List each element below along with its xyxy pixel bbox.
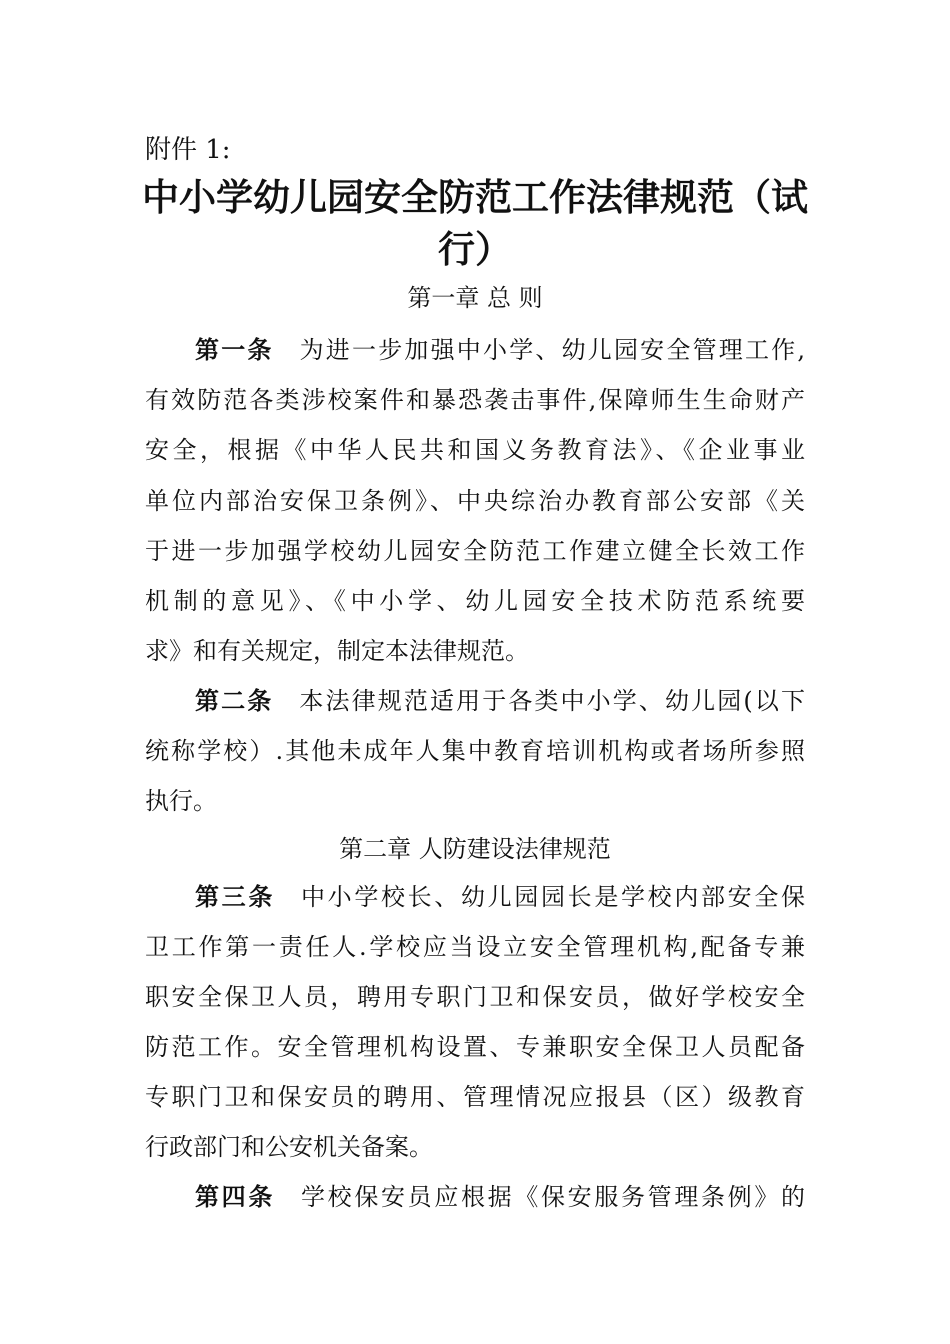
article-3-line: 专职门卫和保安员的聘用、管理情况应报县（区）级教育 <box>145 1083 805 1111</box>
article-3-line: 职安全保卫人员，聘用专职门卫和保安员，做好学校安全 <box>145 983 805 1011</box>
article-2-line: 执行。 <box>145 787 217 815</box>
article-1-first-line <box>195 330 805 370</box>
article-2-first-line <box>195 681 805 721</box>
document-title-line-1: 中小学幼儿园安全防范工作法律规范（试 <box>142 175 808 219</box>
article-1-line: 于进一步加强学校幼儿园安全防范工作建立健全长效工作 <box>145 537 805 565</box>
article-2-label: 第二条 <box>195 687 274 715</box>
attachment-label: 附件 1: <box>145 135 231 165</box>
article-1-line: 求》和有关规定，制定本法律规范。 <box>145 637 529 665</box>
article-1-label: 第一条 <box>195 336 274 364</box>
article-3-first-line <box>195 877 805 917</box>
article-1-line: 安全，根据《中华人民共和国义务教育法》、《企业事业 <box>145 436 805 464</box>
article-4-label: 第四条 <box>195 1183 275 1211</box>
article-3-line: 防范工作。安全管理机构设置、专兼职安全保卫人员配备 <box>145 1033 805 1061</box>
article-3-line: 中小学校长、幼儿园园长是学校内部安全保 <box>301 883 805 911</box>
article-1-line: 为进一步加强中小学、幼儿园安全管理工作, <box>299 336 806 364</box>
article-3-label: 第三条 <box>195 883 275 911</box>
article-3-line: 行政部门和公安机关备案。 <box>145 1133 433 1161</box>
article-3-line: 卫工作第一责任人.学校应当设立安全管理机构,配备专兼 <box>145 933 805 961</box>
document-title-line-2: 行） <box>438 227 512 271</box>
article-1-line: 有效防范各类涉校案件和暴恐袭击事件,保障师生生命财产 <box>145 386 805 414</box>
chapter-heading-1: 第一章 总 则 <box>407 284 543 312</box>
article-1-line: 单位内部治安保卫条例》、中央综治办教育部公安部《关 <box>145 487 805 515</box>
chapter-heading-2: 第二章 人防建设法律规范 <box>339 835 611 863</box>
article-4-first-line <box>195 1177 805 1217</box>
article-1-line: 机制的意见》、《中小学、幼儿园安全技术防范系统要 <box>145 587 805 615</box>
article-2-line: 本法律规范适用于各类中小学、幼儿园(以下 <box>299 687 805 715</box>
article-4-line: 学校保安员应根据《保安服务管理条例》的 <box>301 1183 805 1211</box>
article-2-line: 统称学校）.其他未成年人集中教育培训机构或者场所参照 <box>145 737 805 765</box>
